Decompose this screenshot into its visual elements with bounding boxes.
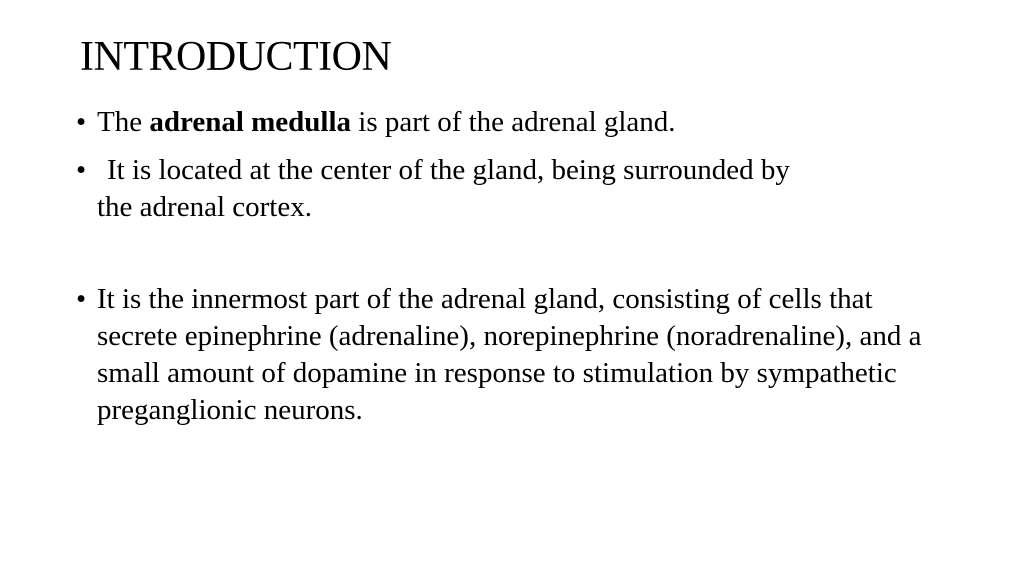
slide-title: INTRODUCTION — [80, 34, 392, 80]
bullet-text-post: is part of the adrenal gland. — [351, 106, 676, 138]
bullet-marker: • — [76, 154, 87, 186]
bullet-text-line-1: It is located at the center of the gland, being surrounded by — [107, 154, 790, 186]
bullet-list — [76, 104, 956, 429]
bullet-text: It is the innermost part of the adrenal gland, consisting of cells that secrete epinephrine (adrenaline), norepinephrine (noradrenaline), and a small amount of dopamine in response to stimulation by sympathetic preganglionic neurons. — [97, 283, 922, 426]
bullet-item-innermost-part — [76, 281, 956, 429]
bullet-item-location — [76, 152, 956, 226]
bullet-text-line-2: the adrenal cortex. — [97, 191, 312, 223]
bullet-marker: • — [76, 283, 87, 315]
bullet-text-pre: The — [97, 106, 150, 138]
bullet-marker: • — [76, 106, 87, 138]
bullet-item-adrenal-medulla — [76, 104, 956, 141]
bullet-text-bold-term: adrenal medulla — [149, 106, 352, 138]
